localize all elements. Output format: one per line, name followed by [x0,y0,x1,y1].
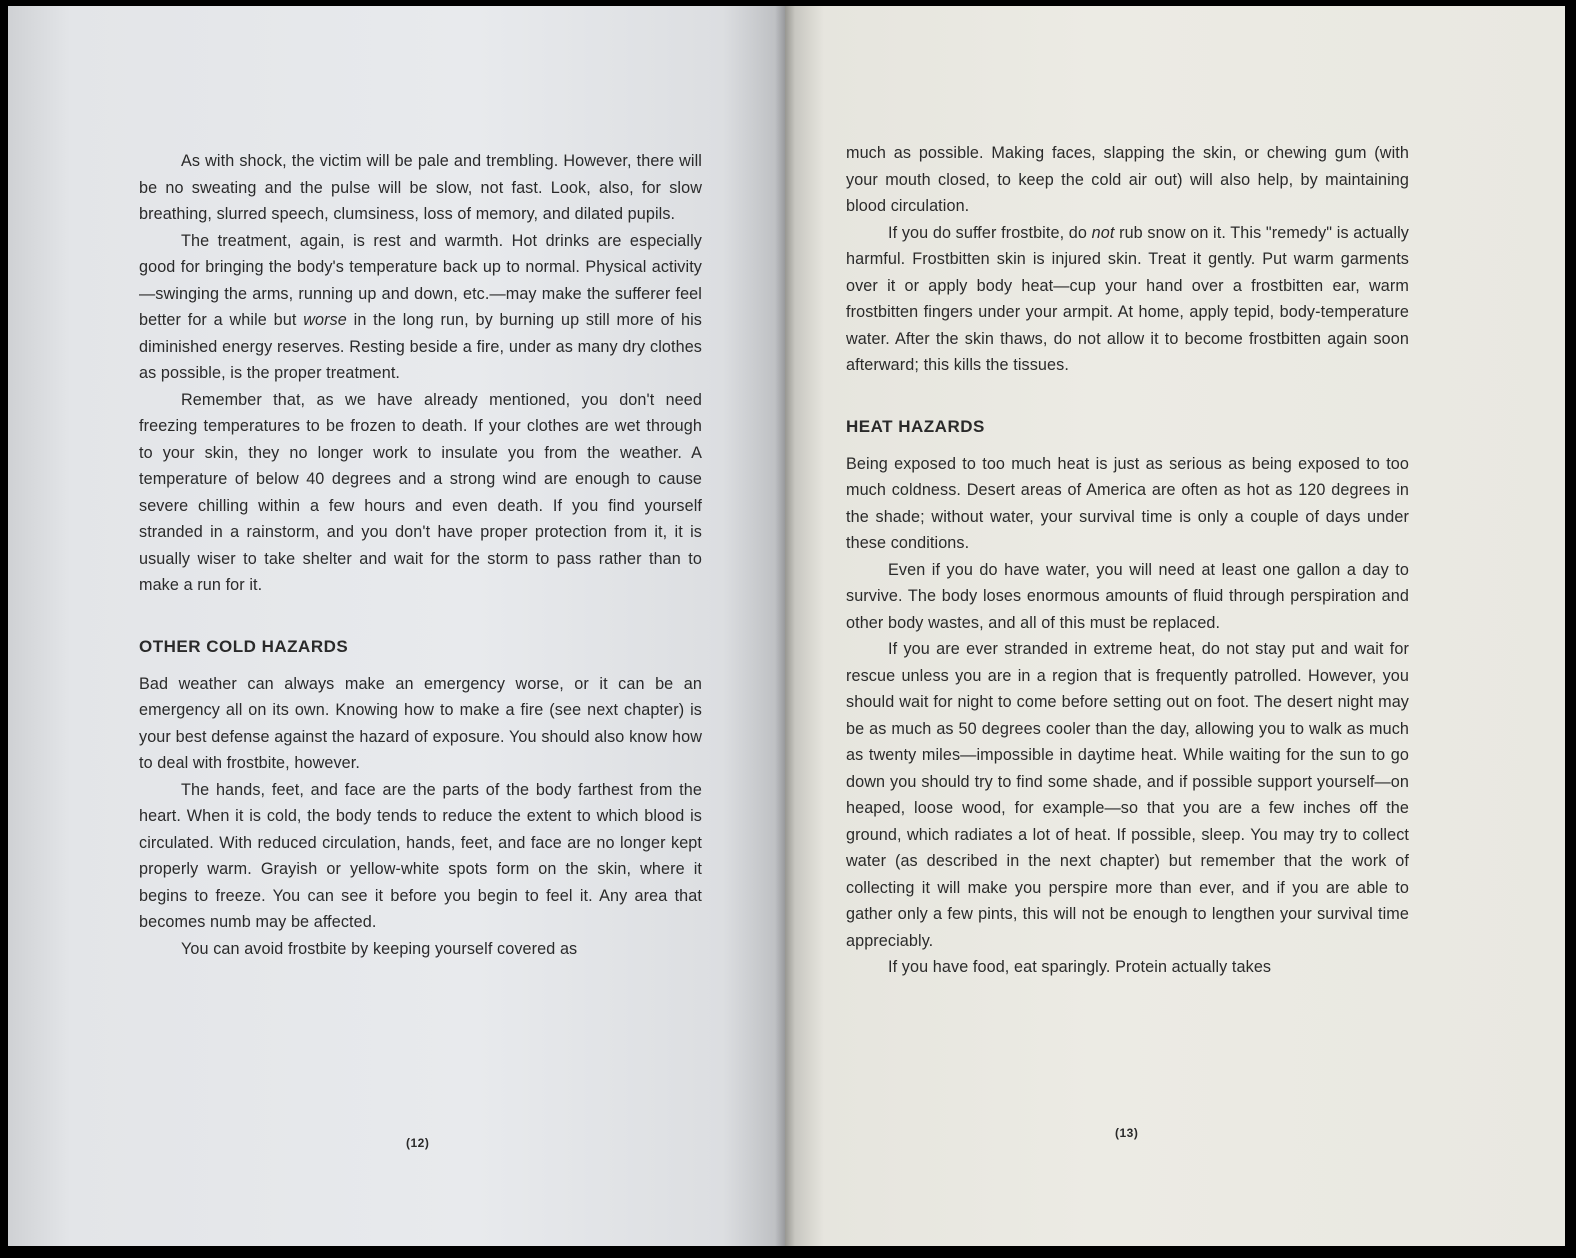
left-page-text [139,148,702,962]
paragraph: Bad weather can always make an emergency worse, or it can be an emergency all on its own. Knowing how to make a fire (see next chapter) is your best defense against the hazard of exposure. You should also know how to deal with frostbite, however. [139,674,702,772]
paragraph: The treatment, again, is rest and warmth. Hot drinks are especially good for bringing the body's temperature back up to normal. Physical activity—swinging the arms, running up and down, etc.—may make the sufferer feel better for a while but worse in the long run, by burning up still more of his diminished energy reserves. Resting beside a fire, under as many dry clothes as possible, is the proper treatment. [139,231,702,382]
paragraph: You can avoid frostbite by keeping yourself covered as [181,939,578,958]
paragraph: much as possible. Making faces, slapping the skin, or chewing gum (with your mouth closed, to keep the cold air out) will also help, by maintaining blood circulation. [846,144,1409,215]
emphasis: not [1091,223,1115,242]
section-heading: OTHER COLD HAZARDS [139,636,349,656]
paragraph: If you have food, eat sparingly. Protein actually takes [888,958,1272,976]
paragraph: If you are ever stranded in extreme heat, do not stay put and wait for rescue unless you are in a region that is frequently patrolled. However, you should wait for night to come before setting out on foot. The desert night may be as much as 50 degrees cooler than the day, allowing you to walk as much as twenty miles—impossible in daytime heat. While waiting for the sun to go down you should try to find some shade, and if possible support yourself—on heaped, loose wood, for example—so that you are a few inches off the ground, which radiates a lot of heat. If possible, sleep. You may try to collect water (as described in the next chapter) but remember that the work of collecting it will make you perspire more than ever, and if you are able to gather only a few pints, this will not be enough to lengthen your survival time appreciably. [846,640,1409,950]
section-heading: HEAT HAZARDS [846,416,985,436]
right-page [785,6,1565,1246]
gutter-shadow [775,6,785,1246]
paragraph: Even if you do have water, you will need at least one gallon a day to survive. The body loses enormous amounts of fluid through perspiration and other body wastes, and all of this must be replaced. [846,560,1409,632]
paragraph: Being exposed to too much heat is just as serious as being exposed to too much coldness. Desert areas of America are often as hot as 120 degrees in the shade; without water, your survival time is only a couple of days under these conditions. [846,454,1409,552]
paragraph: The hands, feet, and face are the parts of the body farthest from the heart. When it is cold, the body tends to reduce the extent to which blood is circulated. With reduced circulation, hands, feet, and face are no longer kept properly warm. Grayish or yellow-white spots form on the skin, where it begins to freeze. You can see it before you begin to feel it. Any area that becomes numb may be affected. [139,780,702,931]
emphasis: worse [303,311,347,329]
right-page-text [846,140,1409,981]
paragraph: Remember that, as we have already mentioned, you don't need freezing temperatures to be frozen to death. If your clothes are wet through to your skin, they no longer work to insulate you from the weather. A temperature of below 40 degrees and a strong wind are enough to cause severe chilling within a few hours and even death. If you find yourself stranded in a rainstorm, and you don't have proper protection from it, it is usually wiser to take shelter and wait for the storm to pass rather than to make a run for it. [139,390,702,594]
gutter-shadow [785,6,795,1246]
page-number: (13) [1115,1126,1139,1140]
paragraph: If you do suffer frostbite, do not rub snow on it. This "remedy" is actually harmful. Frostbitten skin is injured skin. Treat it gently. Put warm garments over it or apply body heat—cup your hand over a frostbitten ear, warm frostbitten fingers under your armpit. At home, apply tepid, body-temperature water. After the skin thaws, do not allow it to become frostbitten again soon afterward; this kills the tissues. [846,223,1409,374]
left-page [8,6,785,1246]
book-spread [8,6,1565,1246]
page-number: (12) [406,1136,430,1150]
paragraph: As with shock, the victim will be pale and trembling. However, there will be no sweating and the pulse will be slow, not fast. Look, also, for slow breathing, slurred speech, clumsiness, loss of memory, and dilated pupils. [139,152,702,223]
